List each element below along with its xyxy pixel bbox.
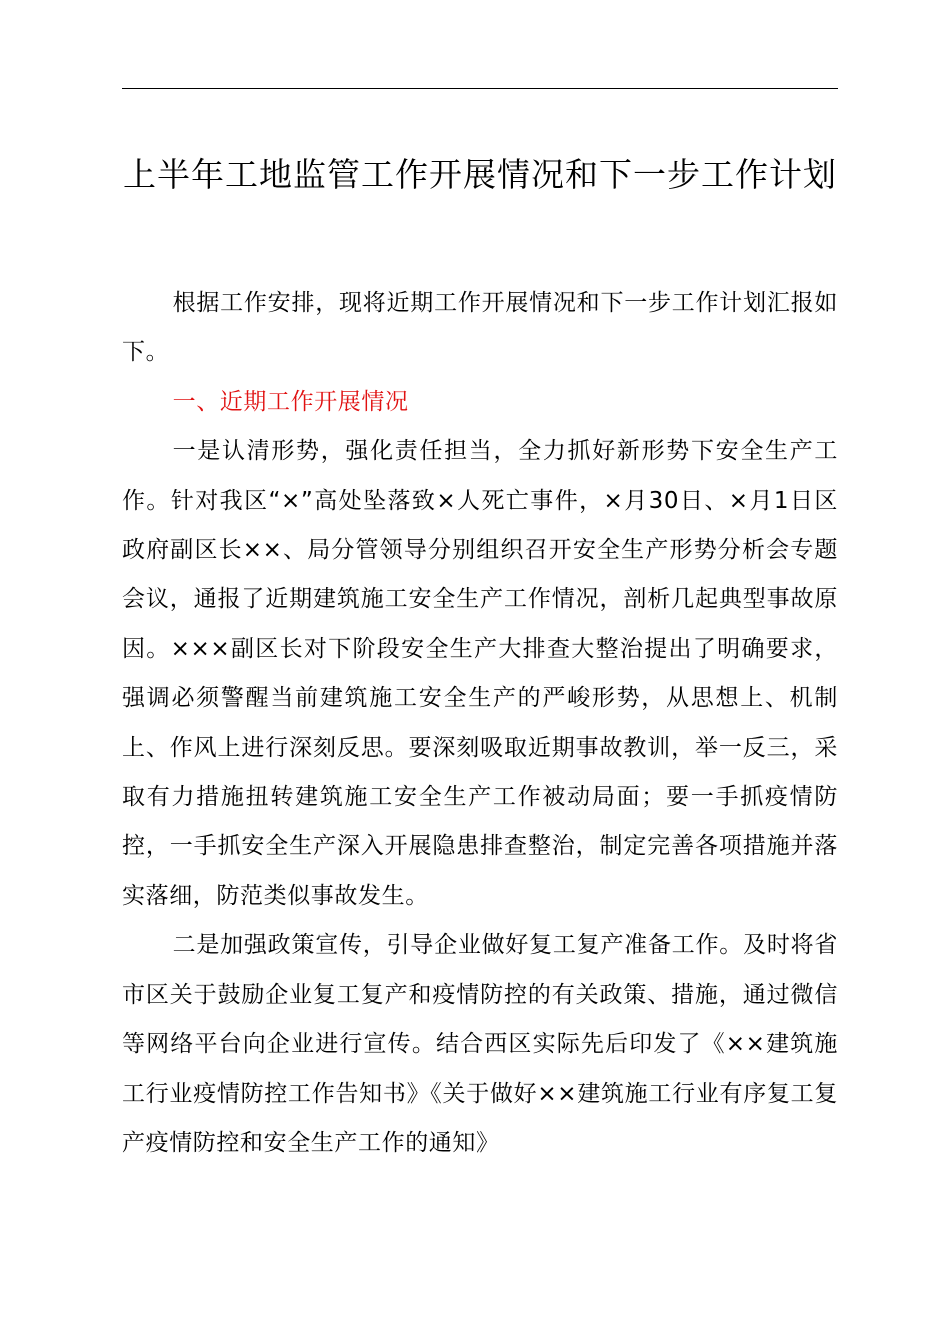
document-body bbox=[122, 279, 838, 1168]
document-title: 上半年工地监管工作开展情况和下一步工作计划 bbox=[123, 155, 837, 194]
section-heading-1: 一、近期工作开展情况 bbox=[172, 388, 409, 415]
paragraph-second-point: 二是加强政策宣传，引导企业做好复工复产准备工作。及时将省市区关于鼓励企业复工复产和疫情防控的有关政策、措施，通过微信等网络平台向企业进行宣传。结合西区实际先后印发了《××建筑施工行业疫情防控工作告知书》《关于做好××建筑施工行业有序复工复产疫情防控和安全生产工作的通知》 bbox=[122, 932, 838, 1156]
paragraph-first-point: 一是认清形势，强化责任担当，全力抓好新形势下安全生产工作。针对我区“×”高处坠落致×人死亡事件，×月30日、×月1日区政府副区长××、局分管领导分别组织召开安全生产形势分析会专题会议，通报了近期建筑施工安全生产工作情况，剖析几起典型事故原因。×××副区长对下阶段安全生产大排查大整治提出了明确要求，强调必须警醒当前建筑施工安全生产的严峻形势，从思想上、机制上、作风上进行深刻反思。要深刻吸取近期事故教训，举一反三，采取有力措施扭转建筑施工安全生产工作被动局面；要一手抓疫情防控，一手抓安全生产深入开展隐患排查整治，制定完善各项措施并落实落细，防范类似事故发生。 bbox=[122, 438, 838, 909]
header-rule bbox=[122, 88, 838, 89]
intro-paragraph: 根据工作安排，现将近期工作开展情况和下一步工作计划汇报如下。 bbox=[122, 290, 838, 366]
